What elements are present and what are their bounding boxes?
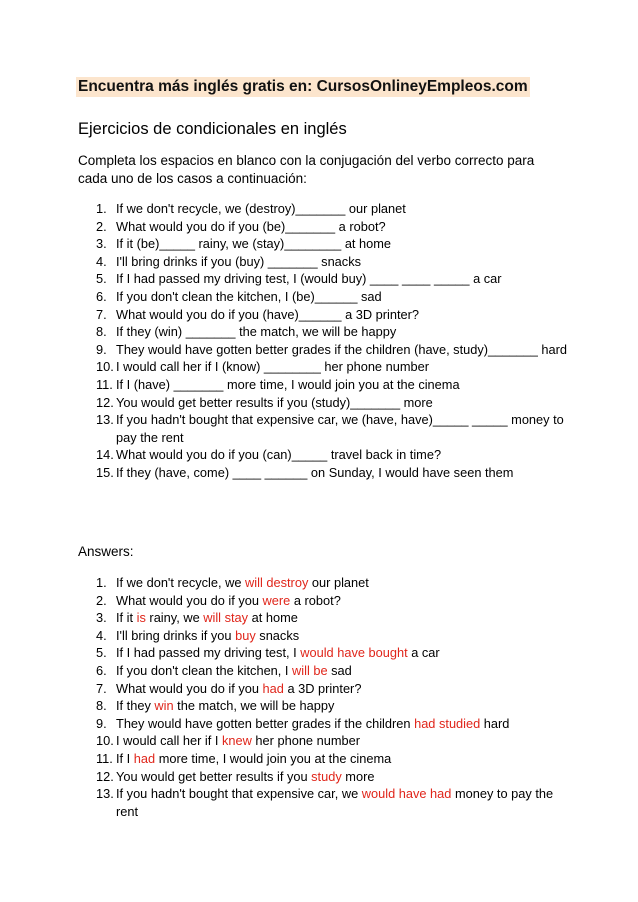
answer-item xyxy=(78,609,568,627)
question-item xyxy=(78,394,568,412)
answer-text: What would you do if you xyxy=(116,592,263,608)
answer-text: the match, we will be happy xyxy=(173,698,335,714)
answer-text: rainy, we xyxy=(145,610,204,626)
answer-item xyxy=(78,697,568,715)
question-item xyxy=(78,411,568,446)
answer-item xyxy=(78,768,568,786)
answer-item xyxy=(78,644,568,662)
answer-text: our planet xyxy=(308,575,369,590)
question-text: I'll bring drinks if you (buy) _______ snacks xyxy=(116,253,361,269)
item-number: 2. xyxy=(96,218,107,234)
item-number: 3. xyxy=(96,236,107,252)
answer-text: I'll bring drinks if you xyxy=(116,627,236,643)
answer-item xyxy=(78,680,568,698)
item-number: 8. xyxy=(96,698,107,714)
item-number: 15. xyxy=(96,464,114,480)
answer-text: They would have gotten better grades if the children xyxy=(116,715,415,731)
answer-highlight: would have bought xyxy=(300,645,408,661)
answer-text: If it xyxy=(116,610,137,626)
item-number: 9. xyxy=(96,341,107,357)
answer-text: If they xyxy=(116,698,155,714)
answer-highlight: win xyxy=(154,698,174,714)
question-text: If I (have) _______ more time, I would join you at the cinema xyxy=(116,376,460,392)
question-text: If you hadn't bought that expensive car, we (have, have)_____ _____ money to pay the rent xyxy=(116,412,564,445)
item-number: 7. xyxy=(96,306,107,322)
answer-text: snacks xyxy=(255,627,300,643)
answer-item xyxy=(78,592,568,610)
item-number: 13. xyxy=(96,786,114,802)
answer-highlight: buy xyxy=(235,627,256,643)
item-number: 9. xyxy=(96,715,107,731)
question-item xyxy=(78,323,568,341)
question-text: If they (have, come) ____ ______ on Sunday, I would have seen them xyxy=(116,464,514,480)
answer-text: If I had passed my driving test, I xyxy=(116,645,301,661)
answer-text: a car xyxy=(407,645,440,661)
answer-text: sad xyxy=(327,662,352,678)
item-number: 11. xyxy=(96,376,113,392)
answer-highlight: will destroy xyxy=(245,575,309,590)
item-number: 7. xyxy=(96,680,107,696)
answer-text: You would get better results if you xyxy=(116,768,312,784)
item-number: 4. xyxy=(96,627,107,643)
answer-text: hard xyxy=(480,715,510,731)
answer-highlight: will stay xyxy=(203,610,249,626)
question-text: What would you do if you (have)______ a 3D printer? xyxy=(116,306,420,322)
item-number: 4. xyxy=(96,253,107,269)
answer-text: I would call her if I xyxy=(116,733,222,749)
item-number: 14. xyxy=(96,447,114,463)
question-item xyxy=(78,235,568,253)
item-number: 12. xyxy=(96,768,114,784)
question-text: If you don't clean the kitchen, I (be)______ sad xyxy=(116,288,382,304)
item-number: 3. xyxy=(96,610,107,626)
answer-highlight: study xyxy=(311,768,342,784)
answer-highlight: is xyxy=(136,610,146,626)
question-item xyxy=(78,270,568,288)
question-item xyxy=(78,358,568,376)
question-text: What would you do if you (can)_____ travel back in time? xyxy=(116,447,442,463)
item-number: 12. xyxy=(96,394,114,410)
answer-highlight: knew xyxy=(221,733,252,749)
question-item xyxy=(78,464,568,482)
answer-text: more xyxy=(341,768,375,784)
answer-highlight: would have had xyxy=(361,786,452,802)
answer-text: money to pay the rent xyxy=(116,786,554,819)
answer-highlight: had xyxy=(133,750,156,766)
item-number: 13. xyxy=(96,412,114,428)
item-number: 8. xyxy=(96,324,107,340)
question-item xyxy=(78,288,568,306)
page-title: Ejercicios de condicionales en inglés xyxy=(78,120,347,138)
answer-text: If I xyxy=(116,750,134,766)
question-text: If it (be)_____ rainy, we (stay)________ at home xyxy=(116,236,392,252)
instructions: Completa los espacios en blanco con la conjugación del verbo correcto para cada uno de los casos a continuación: xyxy=(78,153,535,186)
answer-item xyxy=(78,785,568,820)
question-item xyxy=(78,218,568,236)
item-number: 11. xyxy=(96,750,113,766)
answer-text: If we don't recycle, we xyxy=(116,575,246,590)
question-item xyxy=(78,306,568,324)
item-number: 5. xyxy=(96,271,107,287)
answer-text: at home xyxy=(248,610,298,626)
answer-text: a robot? xyxy=(290,592,341,608)
question-text: If I had passed my driving test, I (would buy) ____ ____ _____ a car xyxy=(116,271,502,287)
answer-highlight: had xyxy=(262,680,284,696)
question-item xyxy=(78,446,568,464)
question-item xyxy=(78,200,568,218)
item-number: 10. xyxy=(96,359,114,375)
answer-list xyxy=(78,574,568,820)
answer-highlight: will be xyxy=(292,662,328,678)
answer-item xyxy=(78,574,568,592)
answer-text: What would you do if you xyxy=(116,680,263,696)
answer-item xyxy=(78,715,568,733)
item-number: 1. xyxy=(96,575,107,590)
answer-text: If you hadn't bought that expensive car, we xyxy=(116,786,362,802)
question-text: What would you do if you (be)_______ a robot? xyxy=(116,218,386,234)
answer-highlight: were xyxy=(262,592,291,608)
question-text: You would get better results if you (study)_______ more xyxy=(116,394,433,410)
answer-text: If you don't clean the kitchen, I xyxy=(116,662,293,678)
answer-item xyxy=(78,662,568,680)
question-list xyxy=(78,200,568,482)
item-number: 2. xyxy=(96,592,107,608)
answer-text: more time, I would join you at the cinema xyxy=(155,750,392,766)
answer-item xyxy=(78,750,568,768)
question-item xyxy=(78,376,568,394)
question-item xyxy=(78,253,568,271)
item-number: 6. xyxy=(96,662,107,678)
item-number: 5. xyxy=(96,645,107,661)
question-text: If we don't recycle, we (destroy)_______ our planet xyxy=(116,201,406,216)
question-text: I would call her if I (know) ________ her phone number xyxy=(116,359,429,375)
answer-text: a 3D printer? xyxy=(283,680,362,696)
answer-item xyxy=(78,627,568,645)
answers-heading: Answers: xyxy=(78,544,134,559)
promo-banner: Encuentra más inglés gratis en: CursosOnlineyEmpleos.com xyxy=(78,78,528,95)
answer-item xyxy=(78,732,568,750)
question-text: They would have gotten better grades if the children (have, study)_______ hard xyxy=(116,341,568,357)
item-number: 6. xyxy=(96,288,107,304)
answer-text: her phone number xyxy=(251,733,360,749)
item-number: 1. xyxy=(96,201,107,216)
answer-highlight: had studied xyxy=(414,715,481,731)
question-item xyxy=(78,341,568,359)
item-number: 10. xyxy=(96,733,114,749)
question-text: If they (win) _______ the match, we will be happy xyxy=(116,324,397,340)
